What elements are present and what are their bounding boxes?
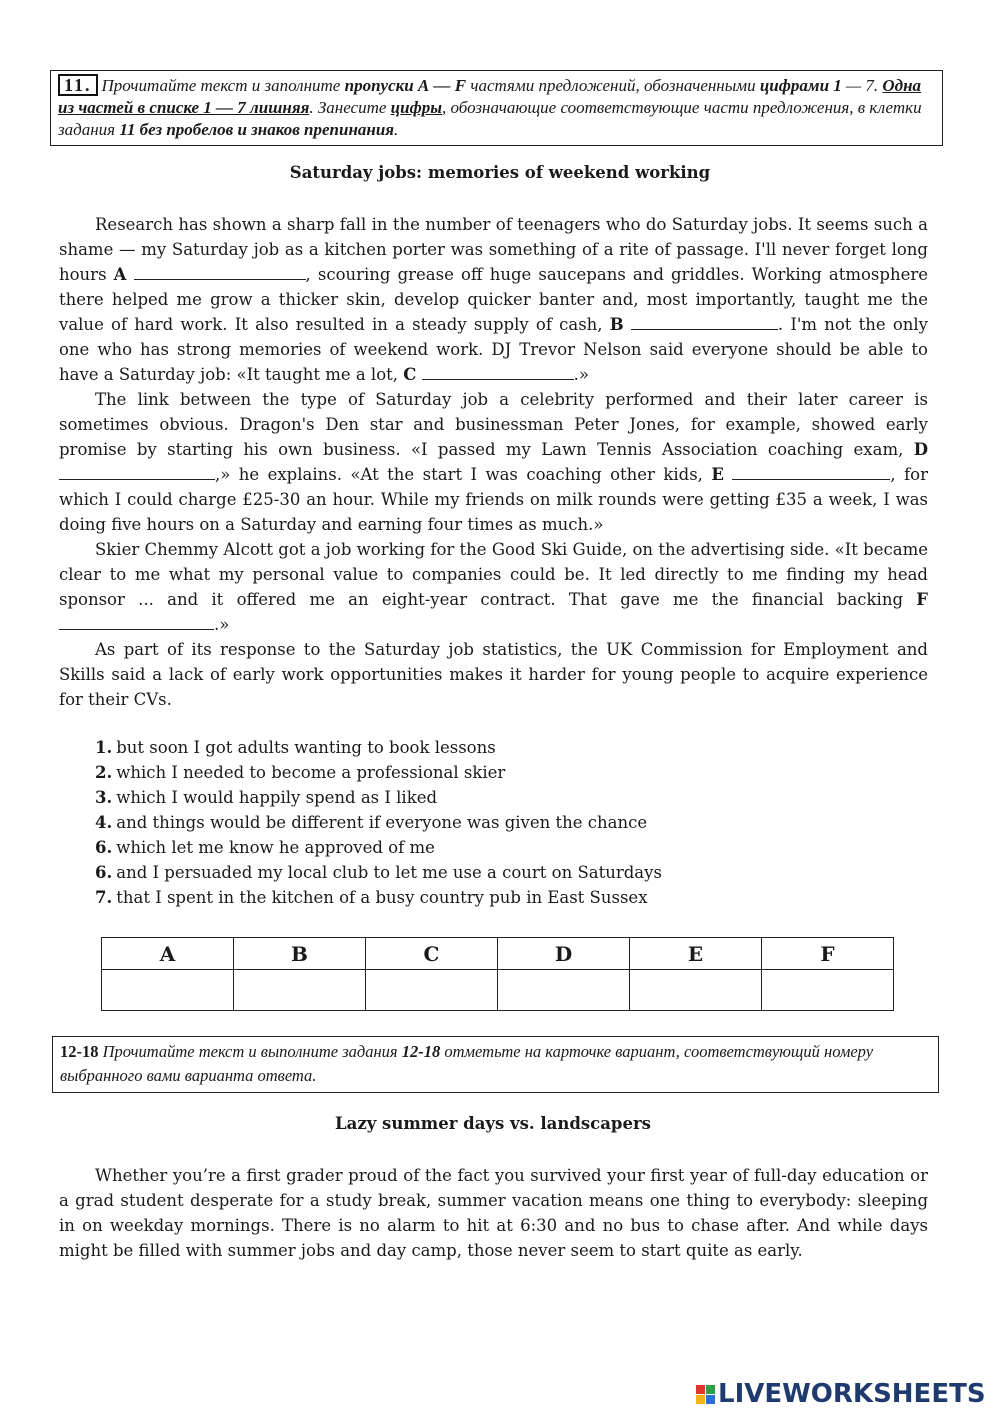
task-number: 11.: [58, 74, 98, 96]
table-header: F: [762, 938, 894, 970]
task-11-instructions: [50, 70, 943, 146]
table-header-row: [102, 938, 894, 970]
table-header: C: [366, 938, 498, 970]
table-header: B: [234, 938, 366, 970]
gap-c-blank[interactable]: [422, 363, 574, 380]
gap-label-c: C: [403, 365, 417, 384]
instr-text: , обозначающие соответствующие части предложения, в клетки задания: [58, 98, 922, 139]
answer-cell-e[interactable]: [630, 970, 762, 1011]
task-range: 12-18: [60, 1042, 99, 1061]
table-header: A: [102, 938, 234, 970]
instr-text: 11 без пробелов и знаков препинания: [119, 120, 395, 139]
instr-text: отметьте на карточке вариант, соответствующий номеру выбранного вами варианта ответа.: [60, 1042, 874, 1085]
answer-cell-a[interactable]: [102, 970, 234, 1011]
instr-text: . Занесите: [309, 98, 391, 117]
gap-label-b: B: [609, 315, 624, 334]
answer-table: [101, 937, 894, 1011]
options-list: [95, 735, 895, 910]
instr-text: цифры: [390, 98, 443, 117]
answer-cell-f[interactable]: [762, 970, 894, 1011]
instr-text: Одна из частей в списке 1 — 7 лишняя: [58, 76, 922, 117]
table-row: [102, 970, 894, 1011]
paragraph: Research has shown a sharp fall in the number of teenagers who do Saturday jobs. It seems such a shame — my Saturday job as a kitchen porter was something of a rite of passage. I'll never forget long hours A , scouring grease off huge saucepans and griddles. Working atmosphere there helped me grow a thicker skin, develop quicker banter and, most importantly, taught me the value of hard work. It also resulted in a steady supply of cash, B . I'm not the only one who has strong memories of weekend work. DJ Trevor Nelson said everyone should be able to have a Saturday job: «It taught me a lot, C .»: [59, 215, 929, 384]
gap-label-d: D: [913, 440, 928, 459]
article-title-2: Lazy summer days vs. landscapers: [335, 1114, 651, 1133]
paragraph: Skier Chemmy Alcott got a job working for the Good Ski Guide, on the advertising side. «It became clear to me what my personal value to companies could be. It led directly to me finding my head sponsor ... and it offered me an eight-year contract. That gave me the financial backing F .»: [59, 540, 928, 634]
gap-f-blank[interactable]: [59, 613, 214, 630]
gap-label-a: A: [113, 265, 127, 284]
instr-text: пропуски А — F: [344, 76, 467, 95]
instr-text: 12-18: [401, 1042, 441, 1061]
article-body-2: [59, 1163, 928, 1263]
list-item: 3. which I would happily spend as I liked: [95, 788, 438, 807]
paragraph: Whether you’re a first grader proud of the fact you survived your first year of full-day education or a grad student desperate for a study break, summer vacation means one thing to everybody: sleeping in on weekday mornings. There is no alarm to hit at 6:30 and no bus to chase after. And while days might be filled with summer jobs and day camp, those never seem to start quite as early.: [59, 1166, 928, 1260]
answer-cell-c[interactable]: [366, 970, 498, 1011]
list-item: 6. which let me know he approved of me: [95, 838, 435, 857]
list-item: 6. and I persuaded my local club to let me use a court on Saturdays: [95, 863, 662, 882]
paragraph: As part of its response to the Saturday job statistics, the UK Commission for Employment and Skills said a lack of early work opportunities makes it harder for young people to acquire experience for their CVs.: [59, 640, 928, 709]
gap-a-blank[interactable]: [134, 263, 306, 280]
list-item: 7. that I spent in the kitchen of a busy country pub in East Sussex: [95, 888, 648, 907]
article-body: [59, 212, 928, 712]
instr-text: Прочитайте текст и выполните задания: [98, 1042, 402, 1061]
list-item: 1. but soon I got adults wanting to book lessons: [95, 738, 496, 757]
gap-b-blank[interactable]: [631, 313, 778, 330]
instr-text: цифрами 1: [759, 76, 842, 95]
gap-e-blank[interactable]: [732, 463, 890, 480]
gap-label-f: F: [916, 590, 928, 609]
table-header: E: [630, 938, 762, 970]
article-title: Saturday jobs: memories of weekend working: [289, 163, 711, 182]
instr-text: частями предложений, обозначенными: [466, 76, 760, 95]
gap-label-e: E: [711, 465, 724, 484]
gap-d-blank[interactable]: [59, 463, 215, 480]
instr-text: Прочитайте текст и заполните: [101, 76, 345, 95]
instr-text: — 7.: [841, 76, 883, 95]
instr-text: .: [394, 120, 399, 139]
logo-squares-icon: [696, 1385, 715, 1404]
answer-cell-d[interactable]: [498, 970, 630, 1011]
logo-text: LIVEWORKSHEETS: [718, 1379, 986, 1409]
list-item: 4. and things would be different if everyone was given the chance: [95, 813, 648, 832]
answer-cell-b[interactable]: [234, 970, 366, 1011]
task-12-18-instructions: [52, 1036, 939, 1093]
liveworksheets-logo: [696, 1377, 986, 1411]
table-header: D: [498, 938, 630, 970]
list-item: 2. which I needed to become a professional skier: [95, 763, 506, 782]
paragraph: The link between the type of Saturday job a celebrity performed and their later career is sometimes obvious. Dragon's Den star and businessman Peter Jones, for example, showed early promise by starting his own business. «I passed my Lawn Tennis Association coaching exam, D ,» he explains. «At the start I was coaching other kids, E , for which I could charge £25-30 an hour. While my friends on milk rounds were getting £35 a week, I was doing five hours on a Saturday and earning four times as much.»: [59, 390, 928, 534]
